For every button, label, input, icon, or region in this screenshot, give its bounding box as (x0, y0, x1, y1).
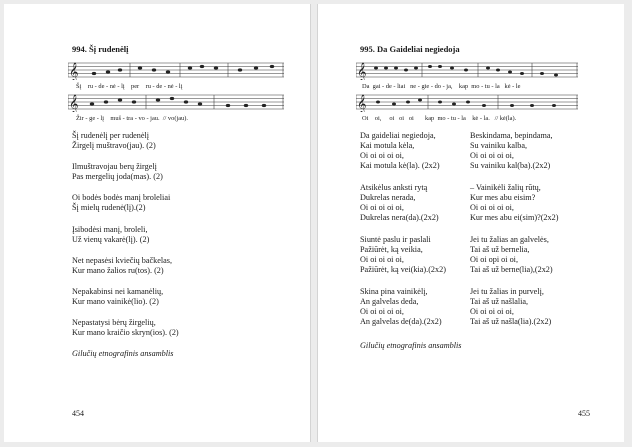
music-staff-1 (356, 60, 578, 80)
verse: Ilmuštravojau berų žirgelį Pas mergelių joda(mas). (2) (72, 162, 163, 181)
song-title: 995. Da Gaideliai negiedoja (360, 44, 460, 54)
verse: Oi bodės bodės manį broleliai Šį mielų rudenė(lį).(2) (72, 193, 171, 212)
source-credit: Gilučių etnografinis ansamblis (72, 349, 174, 358)
verse: – Vainikėli žalių rūtų, Kur mes abu eisim? Oi oi oi oi oi, Kur mes abu ei(sim)?(2x2) (470, 183, 559, 222)
verse: Įsibodėsi manį, broleli, Už vienų vakarė(lį). (2) (72, 225, 150, 244)
music-lyric-line: Šį ru - de - nė - lį per ru - de - nė - lį (76, 83, 183, 90)
music-lyric-line: Oi oi, oi oi oi kap mo - tu - la kė - la. // kė(la). (362, 115, 517, 122)
music-lyric-line: Žir - ge - lį muš - tra - vo - jau. // vo(jau). (76, 115, 188, 122)
music-lyric-line: Da gai - de - liai ne - gie - do - ja, kap mo - tu - la kė - le (362, 83, 521, 90)
left-page (4, 4, 310, 442)
verse: Da gaideliai negiedoja, Kai motula kėla, Oi oi oi oi oi, Kai motula kė(la). (2x2) (360, 131, 440, 170)
treble-clef-icon: 𝄞 (69, 62, 79, 80)
music-staff-2 (356, 92, 578, 112)
right-page (318, 4, 624, 442)
verse: Beskindama, bepindama, Su vainiku kalba, Oi oi oi oi oi, Su vainiku kal(ba).(2x2) (470, 131, 553, 170)
music-staff-1 (68, 60, 284, 80)
music-staff-2 (68, 92, 284, 112)
verse: Nepakabinsi nei kamanėlių, Kur mano vainikė(lio). (2) (72, 287, 164, 306)
verse: Siuntė paslu ir paslali Pažiūrėt, ką veikia, Oi oi oi oi oi, Pažiūrėt, ką vei(kia).(2x2) (360, 235, 446, 274)
treble-clef-icon: 𝄞 (69, 94, 79, 112)
verse: Jei tu žalias in purvelį, Tai aš už našlalia, Oi oi oi oi oi, Tai aš už našla(lia).(2x2) (470, 287, 552, 326)
verse: Skina pina vainikėlį, An galvelas deda, Oi oi oi oi oi, An galvelas de(da).(2x2) (360, 287, 442, 326)
page-number: 455 (578, 409, 590, 418)
verse: Jei tu žalias an galvelės, Tai aš už bernelia, Oi oi opi oi oi, Tai aš už berne(lia),(2x2) (470, 235, 553, 274)
page-number: 454 (72, 409, 84, 418)
verse: Net nepasėsi kviečių bačkelas, Kur mano žalios ru(tos). (2) (72, 256, 173, 275)
source-credit: Gilučių etnografinis ansamblis (360, 341, 462, 350)
treble-clef-icon: 𝄞 (357, 94, 367, 112)
verse: Atsikėlus anksti rytą Dukrelas nerada, Oi oi oi oi oi, Dukrelas nera(da).(2x2) (360, 183, 439, 222)
treble-clef-icon: 𝄞 (357, 62, 367, 80)
song-title: 994. Šį rudenėlį (72, 44, 129, 54)
verse: Nepastatysi bėrų žirgelių, Kur mano kraičio skryn(ios). (2) (72, 318, 179, 337)
verse: Šį rudenėlį per rudenėlį Žirgelį muštravo(jau). (2) (72, 131, 156, 150)
